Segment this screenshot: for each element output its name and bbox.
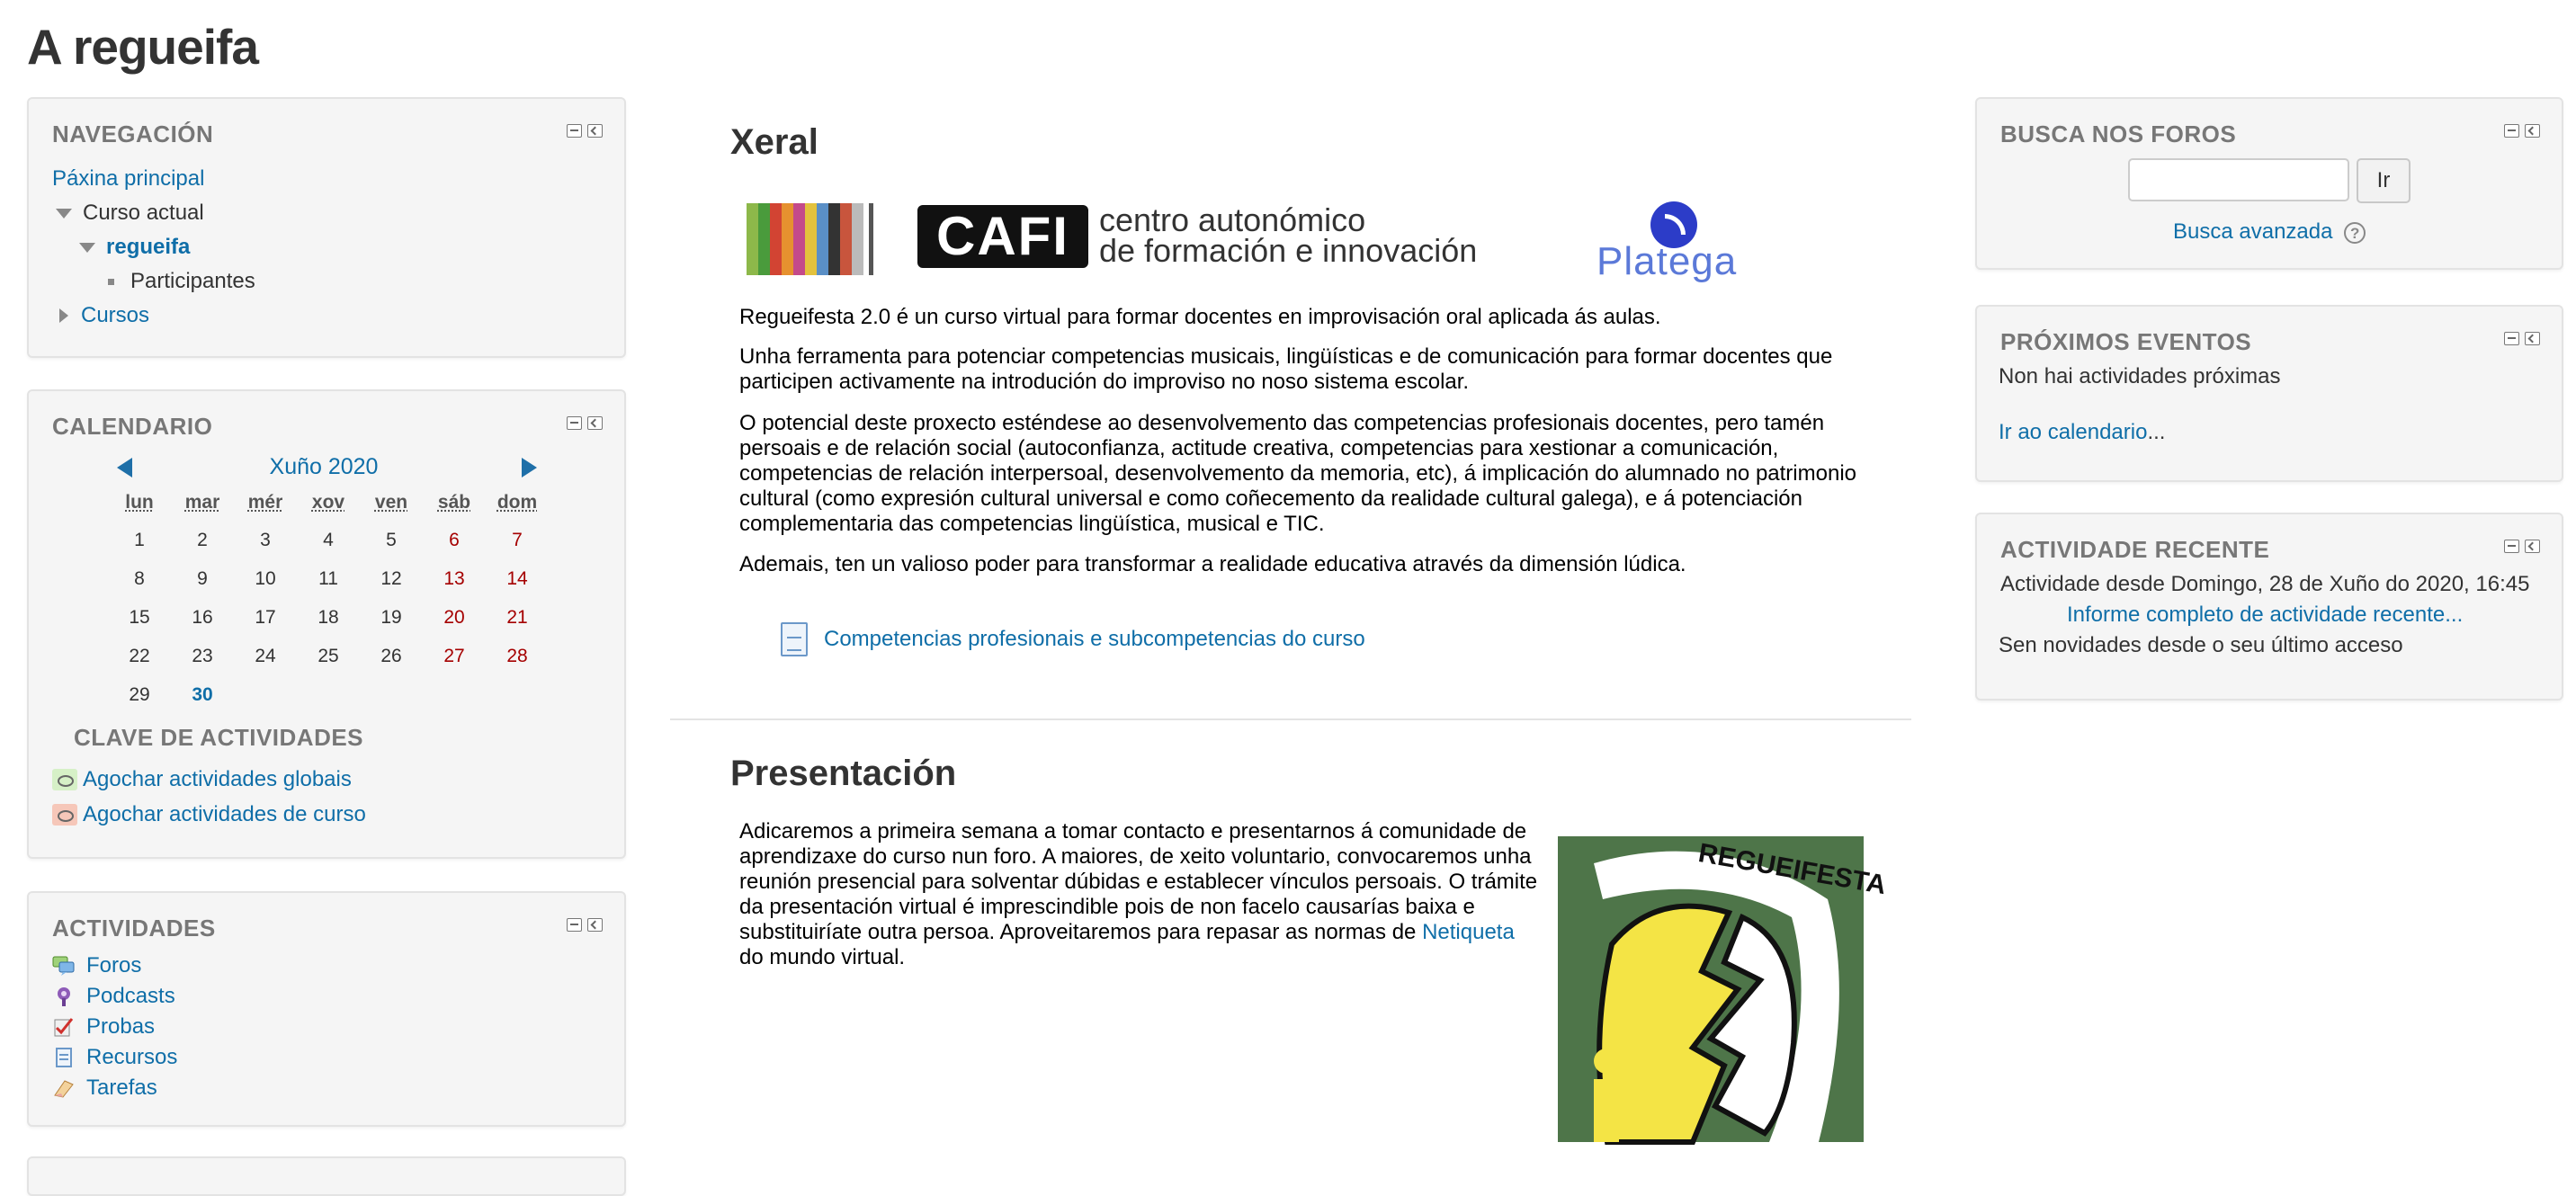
nav-tree: [52, 162, 255, 333]
activities-list: [52, 951, 177, 1103]
regueifesta-logo-graphic: [1558, 836, 1889, 1142]
dock-block-icon[interactable]: [2525, 540, 2540, 553]
activity-link[interactable]: Probas: [86, 1014, 156, 1039]
calendar-month-link[interactable]: Xuño 2020: [269, 454, 379, 479]
calendar-day[interactable]: 22: [129, 645, 150, 666]
dock-block-icon[interactable]: [587, 124, 603, 138]
netiqueta-link[interactable]: Netiqueta: [1422, 920, 1515, 944]
hide-block-icon[interactable]: [567, 124, 582, 138]
dock-block-icon[interactable]: [2525, 332, 2540, 345]
collapsed-arrow-icon[interactable]: [59, 308, 68, 323]
nav-home-link[interactable]: Páxina principal: [52, 166, 205, 191]
hide-block-icon[interactable]: [2504, 332, 2519, 345]
advanced-search-link[interactable]: Busca avanzada: [2173, 219, 2333, 244]
block-header: CALENDARIO: [52, 413, 213, 440]
calendar-empty-day: [486, 675, 549, 714]
block-controls: [567, 918, 603, 932]
forum-search-input[interactable]: [2128, 158, 2349, 201]
forum-icon: [52, 955, 76, 977]
calendar-empty-day: [297, 675, 360, 714]
ellipsis-text: ...: [2147, 420, 2166, 444]
intro-paragraph-3: O potencial deste proxecto esténdese ao desenvolvemento das competencias profesionais docentes, pero tamén persoais e de relación social (autoconfianza, actitude creativa, competencias para xestionar a comunicación, competencias de relación interpersoal, desenvolvemento da memoria, etc), á implicación do alumnado no patrimonio cultural (como expresión cultural universal e como coñecemento da realidade cultural galega), e á potenciación complementaria das competencias lingüística, musical e TIC.: [739, 411, 1856, 536]
go-calendar-link[interactable]: Ir ao calendario: [1999, 420, 2148, 444]
calendar-day[interactable]: 10: [255, 567, 276, 589]
forum-search-button[interactable]: Ir: [2357, 158, 2411, 203]
next-block-partial: [27, 1156, 626, 1196]
presentation-paragraph: [739, 819, 1544, 970]
cafi-line-1: centro autonómico: [1099, 201, 1366, 238]
hide-block-icon[interactable]: [567, 416, 582, 430]
calendar-weekday: sáb: [437, 492, 471, 513]
eye-icon: [52, 769, 77, 790]
advanced-search[interactable]: [2173, 219, 2366, 245]
calendar-header: [29, 449, 624, 485]
presentation-text: Adicaremos a primeira semana a tomar contacto e presentarnos á comunidade de aprendizaxe do curso nun foro. A maiores, de xeito voluntario, convocaremos unha reunión presencial para solventar dúbidas e establecer vínculos persoais. O trámite da presentación virtual é imprescindible pois de non facelo causarías baixa e substituiríate outra persoa. Aproveitaremos para repasar as normas de: [739, 819, 1538, 944]
nav-courses-link[interactable]: Cursos: [81, 303, 150, 327]
calendar-day[interactable]: 29: [129, 683, 150, 705]
intro-paragraph-1: Regueifesta 2.0 é un curso virtual para formar docentes en improvisación oral aplicada ás aulas.: [739, 305, 1661, 329]
eye-icon: [52, 804, 77, 826]
activity-since-text: Actividade desde Domingo, 28 de Xuño do 2020, 16:45: [2000, 572, 2530, 596]
activity-link[interactable]: Recursos: [86, 1045, 178, 1069]
calendar-block: [27, 389, 626, 859]
no-news-text: Sen novidades desde o seu último acceso: [1999, 633, 2403, 657]
hide-block-icon[interactable]: [2504, 124, 2519, 138]
calendar-day[interactable]: 1: [134, 529, 145, 550]
calendar-week: [108, 675, 549, 714]
calendar-day[interactable]: 11: [318, 567, 338, 589]
upcoming-events-block: [1975, 305, 2563, 482]
block-header: ACTIVIDADES: [52, 915, 216, 942]
presentation-tail: do mundo virtual.: [739, 945, 906, 969]
full-report-link[interactable]: Informe completo de actividade recente...: [2067, 602, 2464, 627]
nav-participants-label[interactable]: Participantes: [130, 269, 255, 293]
nav-item-courses[interactable]: [59, 299, 255, 333]
block-controls: [2504, 540, 2540, 553]
calendar-weekday: mar: [184, 492, 220, 513]
calendar-day[interactable]: 15: [129, 606, 150, 628]
bullet-icon: [108, 279, 114, 285]
calendar-day[interactable]: 13: [443, 567, 465, 589]
calendar-day[interactable]: 21: [506, 606, 528, 628]
search-forums-block: [1975, 97, 2563, 270]
calendar-week: [108, 521, 549, 559]
calendar-day[interactable]: 26: [380, 645, 402, 666]
activity-quizzes[interactable]: [52, 1012, 177, 1042]
calendar-day[interactable]: 18: [318, 606, 339, 628]
hide-block-icon[interactable]: [567, 918, 582, 932]
calendar-day[interactable]: 6: [449, 529, 460, 550]
calendar-day[interactable]: 7: [512, 529, 523, 550]
calendar-empty-day: [234, 675, 297, 714]
calendar-day[interactable]: 28: [506, 645, 528, 666]
activity-assignments[interactable]: [52, 1073, 177, 1103]
block-header: BUSCA NOS FOROS: [2000, 120, 2237, 147]
calendar-day[interactable]: 23: [192, 645, 213, 666]
calendar-week: [108, 559, 549, 598]
calendar-weekday: lun: [125, 492, 154, 513]
calendar-day[interactable]: 5: [386, 529, 397, 550]
intro-paragraph-4: Ademais, ten un valioso poder para transformar a realidade educativa através da dimensión lúdica.: [739, 552, 1686, 576]
dock-block-icon[interactable]: [587, 918, 603, 932]
calendar-grid: [108, 485, 549, 714]
calendar-week: [108, 598, 549, 637]
calendar-empty-day: [423, 675, 486, 714]
calendar-day[interactable]: 19: [380, 606, 402, 628]
block-controls: [2504, 332, 2540, 345]
calendar-day[interactable]: 24: [255, 645, 276, 666]
block-controls: [2504, 124, 2540, 138]
no-upcoming-text: Non hai actividades próximas: [1999, 364, 2281, 388]
intro-paragraph-2: Unha ferramenta para potenciar competencias musicais, lingüísticas e de comunicación para formar docentes que participen activamente na introdución do improviso no noso sistema escolar.: [739, 344, 1833, 394]
calendar-day[interactable]: 8: [134, 567, 145, 589]
activity-key-title: CLAVE DE ACTIVIDADES: [74, 724, 364, 751]
hide-global-events[interactable]: [52, 767, 352, 792]
block-controls: [567, 124, 603, 138]
hide-global-link[interactable]: Agochar actividades globais: [83, 767, 352, 791]
regueifesta-logo: [1558, 836, 1889, 1142]
nav-item-participants[interactable]: [108, 264, 255, 299]
calendar-day[interactable]: 3: [260, 529, 271, 550]
hide-block-icon[interactable]: [2504, 540, 2519, 553]
cafi-platega-banner: [747, 194, 1763, 284]
recent-activity-block: [1975, 513, 2563, 701]
calendar-weekday-row: [108, 485, 549, 521]
calendar-weekday: ven: [374, 492, 408, 513]
help-icon[interactable]: ?: [2344, 222, 2366, 244]
assignment-icon: [52, 1077, 76, 1099]
calendar-day[interactable]: 27: [443, 645, 465, 666]
activity-forums[interactable]: [52, 951, 177, 981]
resource-link[interactable]: Competencias profesionais e subcompetencias do curso: [824, 627, 1365, 651]
nav-current-course-label: Curso actual: [83, 201, 204, 225]
full-report[interactable]: [2067, 602, 2463, 628]
nav-course-link[interactable]: regueifa: [106, 235, 191, 259]
section-title-presentacion: Presentación: [730, 754, 957, 793]
dock-block-icon[interactable]: [2525, 124, 2540, 138]
platega-logo-text: Platega: [1597, 239, 1738, 283]
calendar-day[interactable]: 25: [318, 645, 339, 666]
hide-course-link[interactable]: Agochar actividades de curso: [83, 802, 366, 826]
quiz-icon: [52, 1016, 76, 1038]
nav-item-course[interactable]: [79, 230, 255, 264]
cafi-logo-text: [1099, 201, 1478, 269]
activity-link[interactable]: Podcasts: [86, 984, 175, 1008]
calendar-day[interactable]: 20: [443, 606, 465, 628]
calendar-day[interactable]: 12: [380, 567, 402, 589]
calendar-weekday: mér: [247, 492, 283, 513]
calendar-weekday: xov: [311, 492, 345, 513]
calendar-days: [108, 521, 549, 714]
document-icon: [781, 622, 808, 656]
activity-resources[interactable]: [52, 1042, 177, 1073]
calendar-day[interactable]: 17: [255, 606, 276, 628]
resource-item[interactable]: [781, 622, 1365, 656]
calendar-weekday: dom: [496, 492, 538, 513]
hide-course-events[interactable]: [52, 802, 366, 827]
activity-link[interactable]: Foros: [86, 953, 142, 977]
color-stripes-graphic: [747, 203, 873, 275]
section-title-xeral: Xeral: [730, 122, 818, 162]
calendar-day[interactable]: 2: [197, 529, 208, 550]
nav-item-home[interactable]: [52, 162, 255, 196]
section-divider: [670, 718, 1911, 720]
navigation-block: [27, 97, 626, 358]
calendar-empty-day: [360, 675, 423, 714]
block-header: PRÓXIMOS EVENTOS: [2000, 328, 2252, 355]
next-month-icon[interactable]: [522, 458, 537, 478]
calendar-day[interactable]: 4: [323, 529, 334, 550]
podcast-icon: [52, 986, 76, 1007]
dock-block-icon[interactable]: [587, 416, 603, 430]
resource-icon: [52, 1047, 76, 1068]
expanded-arrow-icon[interactable]: [79, 243, 95, 253]
block-controls: [567, 416, 603, 430]
page-title: A regueifa: [27, 19, 258, 75]
nav-item-current-course[interactable]: [56, 196, 255, 230]
expanded-arrow-icon[interactable]: [56, 209, 72, 219]
block-header: ACTIVIDADE RECENTE: [2000, 536, 2270, 563]
activity-podcasts[interactable]: [52, 981, 177, 1012]
calendar-day[interactable]: 16: [192, 606, 213, 628]
calendar-day[interactable]: 14: [506, 567, 528, 589]
calendar-day[interactable]: 30: [192, 683, 213, 705]
block-header: NAVEGACIÓN: [52, 120, 214, 147]
activity-link[interactable]: Tarefas: [86, 1076, 157, 1100]
calendar-week: [108, 637, 549, 675]
calendar-day[interactable]: 9: [197, 567, 208, 589]
activities-block: [27, 891, 626, 1127]
logo-lettering: REGUEIFESTA: [1695, 838, 1889, 901]
cafi-logo: CAFI: [917, 205, 1088, 268]
cafi-line-2: de formación e innovación: [1099, 232, 1478, 269]
go-calendar[interactable]: [1999, 420, 2165, 445]
